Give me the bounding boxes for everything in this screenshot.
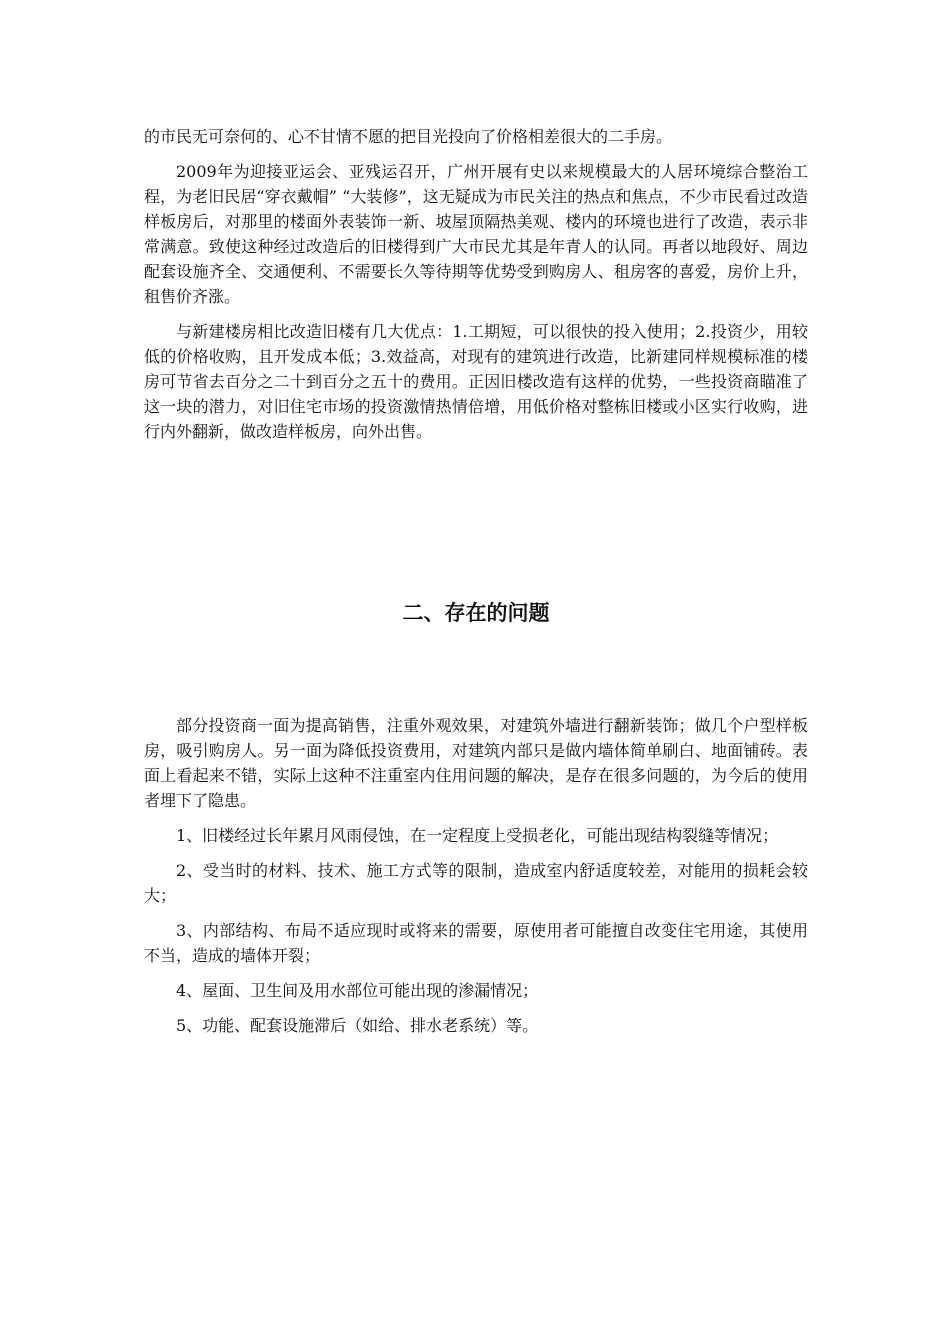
paragraph-investor-practices: 部分投资商一面为提高销售，注重外观效果，对建筑外墙进行翻新装饰；做几个户型样板房，吸引购房人。另一面为降低投资费用，对建筑内部只是做内墙体简单刷白、地面铺砖。表面上看起来不错，实际上这种不注重室内住用问题的解决，是存在很多问题的，为今后的使用者埋下了隐患。 [144,716,808,810]
list-item-problem-2: 2、受当时的材料、技术、施工方式等的限制，造成室内舒适度较差，对能用的损耗会较大； [144,861,808,905]
section-2-body [144,713,808,1038]
paragraph-asian-games-renovation: 2009年为迎接亚运会、亚残运召开，广州开展有史以来规模最大的人居环境综合整治工程，为老旧民居“穿衣戴帽” “大装修”，这无疑成为市民关注的热点和焦点，不少市民看过改造样板房后，对那里的楼面外表装饰一新、坡屋顶隔热美观、楼内的环境也进行了改造，表示非常满意。致使这种经过改造后的旧楼得到广大市民尤其是年青人的认同。再者以地段好、周边配套设施齐全、交通便利、不需要长久等待期等优势受到购房人、租房客的喜爱，房价上升，租售价齐涨。 [144,162,808,306]
list-item-problem-5: 5、功能、配套设施滞后（如给、排水老系统）等。 [176,1016,539,1035]
paragraph-renovation-advantages: 与新建楼房相比改造旧楼有几大优点：1.工期短，可以很快的投入使用；2.投资少，用较低的价格收购，且开发成本低；3.效益高，对现有的建筑进行改造，比新建同样规模标准的楼房可节省去百分之二十到百分之五十的费用。正因旧楼改造有这样的优势，一些投资商瞄准了这一块的潜力，对旧住宅市场的投资激情热情倍增，用低价格对整栋旧楼或小区实行收购，进行内外翻新，做改造样板房，向外出售。 [144,322,808,441]
section-heading-problems: 二、存在的问题 [402,601,550,625]
section-1-body [144,124,808,444]
list-item-problem-3: 3、内部结构、布局不适应现时或将来的需要，原使用者可能擅自改变住宅用途，其使用不当，造成的墙体开裂； [144,921,808,965]
list-item-problem-4: 4、屋面、卫生间及用水部位可能出现的渗漏情况； [176,981,539,1000]
paragraph-continuation: 的市民无可奈何的、心不甘情不愿的把目光投向了价格相差很大的二手房。 [144,127,673,146]
list-item-problem-1: 1、旧楼经过长年累月风雨侵蚀，在一定程度上受损老化，可能出现结构裂缝等情况； [176,826,779,845]
